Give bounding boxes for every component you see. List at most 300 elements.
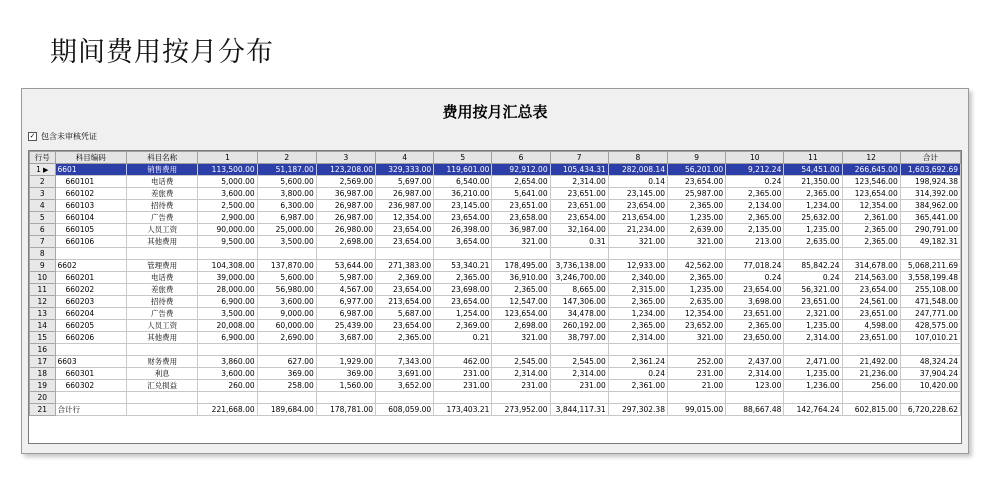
month-value-cell[interactable] — [434, 344, 492, 356]
month-value-cell[interactable]: 602,815.00 — [842, 404, 900, 416]
month-value-cell[interactable]: 53,340.21 — [434, 260, 492, 272]
account-name-cell[interactable]: 广告费 — [126, 212, 197, 224]
month-value-cell[interactable]: 1,929.00 — [316, 356, 375, 368]
month-value-cell[interactable]: 1,560.00 — [316, 380, 375, 392]
month-value-cell[interactable]: 23,651.00 — [784, 296, 842, 308]
month-value-cell[interactable]: 23,651.00 — [726, 308, 784, 320]
table-row[interactable] — [30, 224, 961, 236]
month-value-cell[interactable]: 2,545.00 — [550, 356, 608, 368]
month-value-cell[interactable]: 23,654.00 — [376, 284, 434, 296]
column-header[interactable]: 9 — [667, 152, 725, 164]
total-cell[interactable]: 198,924.38 — [900, 176, 960, 188]
month-value-cell[interactable]: 0.24 — [608, 368, 667, 380]
column-header[interactable]: 8 — [608, 152, 667, 164]
month-value-cell[interactable]: 2,365.00 — [726, 212, 784, 224]
month-value-cell[interactable]: 5,697.00 — [376, 176, 434, 188]
table-row[interactable] — [30, 236, 961, 248]
month-value-cell[interactable]: 105,434.31 — [550, 164, 608, 176]
month-value-cell[interactable]: 3,600.00 — [198, 188, 257, 200]
month-value-cell[interactable]: 38,797.00 — [550, 332, 608, 344]
month-value-cell[interactable]: 20,008.00 — [198, 320, 257, 332]
account-name-cell[interactable]: 利息 — [126, 368, 197, 380]
month-value-cell[interactable]: 256.00 — [842, 380, 900, 392]
month-value-cell[interactable]: 2,361.00 — [842, 212, 900, 224]
month-value-cell[interactable]: 236,987.00 — [376, 200, 434, 212]
table-row[interactable] — [30, 284, 961, 296]
account-code-cell[interactable]: 6603 — [55, 356, 126, 368]
month-value-cell[interactable]: 178,781.00 — [316, 404, 375, 416]
month-value-cell[interactable] — [550, 248, 608, 260]
month-value-cell[interactable]: 77,018.24 — [726, 260, 784, 272]
month-value-cell[interactable]: 23,651.00 — [842, 332, 900, 344]
account-code-cell[interactable]: 660206 — [55, 332, 126, 344]
month-value-cell[interactable]: 321.00 — [608, 236, 667, 248]
column-header[interactable]: 科目名称 — [126, 152, 197, 164]
month-value-cell[interactable]: 26,398.00 — [434, 224, 492, 236]
account-name-cell[interactable]: 广告费 — [126, 308, 197, 320]
month-value-cell[interactable]: 23,654.00 — [434, 212, 492, 224]
month-value-cell[interactable]: 2,369.00 — [434, 320, 492, 332]
account-code-cell[interactable]: 660104 — [55, 212, 126, 224]
month-value-cell[interactable]: 271,383.00 — [376, 260, 434, 272]
month-value-cell[interactable]: 3,652.00 — [376, 380, 434, 392]
month-value-cell[interactable]: 369.00 — [316, 368, 375, 380]
month-value-cell[interactable]: 2,365.00 — [667, 200, 725, 212]
month-value-cell[interactable] — [316, 392, 375, 404]
month-value-cell[interactable]: 2,361.00 — [608, 380, 667, 392]
month-value-cell[interactable]: 1,235.00 — [784, 320, 842, 332]
month-value-cell[interactable]: 608,059.00 — [376, 404, 434, 416]
month-value-cell[interactable]: 39,000.00 — [198, 272, 257, 284]
month-value-cell[interactable]: 2,500.00 — [198, 200, 257, 212]
month-value-cell[interactable]: 260.00 — [198, 380, 257, 392]
month-value-cell[interactable]: 26,987.00 — [316, 200, 375, 212]
total-cell[interactable]: 471,548.00 — [900, 296, 960, 308]
month-value-cell[interactable]: 6,977.00 — [316, 296, 375, 308]
total-cell[interactable]: 49,182.31 — [900, 236, 960, 248]
month-value-cell[interactable]: 3,500.00 — [198, 308, 257, 320]
month-value-cell[interactable]: 2,361.24 — [608, 356, 667, 368]
month-value-cell[interactable]: 213,654.00 — [608, 212, 667, 224]
month-value-cell[interactable]: 3,860.00 — [198, 356, 257, 368]
account-name-cell[interactable] — [126, 392, 197, 404]
total-cell[interactable]: 290,791.00 — [900, 224, 960, 236]
month-value-cell[interactable]: 21,492.00 — [842, 356, 900, 368]
column-header[interactable]: 5 — [434, 152, 492, 164]
account-code-cell[interactable]: 合计行 — [55, 404, 126, 416]
month-value-cell[interactable]: 0.24 — [784, 272, 842, 284]
month-value-cell[interactable]: 2,314.00 — [726, 368, 784, 380]
month-value-cell[interactable]: 2,365.00 — [376, 332, 434, 344]
table-row[interactable] — [30, 404, 961, 416]
month-value-cell[interactable]: 3,500.00 — [257, 236, 316, 248]
month-value-cell[interactable]: 0.24 — [726, 272, 784, 284]
month-value-cell[interactable]: 2,314.00 — [550, 176, 608, 188]
month-value-cell[interactable]: 2,365.00 — [492, 284, 550, 296]
table-row[interactable] — [30, 332, 961, 344]
month-value-cell[interactable] — [842, 344, 900, 356]
month-value-cell[interactable]: 5,687.00 — [376, 308, 434, 320]
table-row[interactable] — [30, 188, 961, 200]
account-code-cell[interactable]: 660302 — [55, 380, 126, 392]
month-value-cell[interactable]: 23,654.00 — [842, 284, 900, 296]
month-value-cell[interactable]: 221,668.00 — [198, 404, 257, 416]
month-value-cell[interactable]: 5,987.00 — [316, 272, 375, 284]
column-header[interactable]: 合计 — [900, 152, 960, 164]
month-value-cell[interactable]: 2,471.00 — [784, 356, 842, 368]
month-value-cell[interactable]: 231.00 — [492, 380, 550, 392]
month-value-cell[interactable]: 2,365.00 — [726, 320, 784, 332]
account-name-cell[interactable]: 其他费用 — [126, 332, 197, 344]
month-value-cell[interactable]: 627.00 — [257, 356, 316, 368]
month-value-cell[interactable]: 462.00 — [434, 356, 492, 368]
month-value-cell[interactable] — [492, 344, 550, 356]
month-value-cell[interactable]: 2,365.00 — [608, 296, 667, 308]
month-value-cell[interactable]: 6,300.00 — [257, 200, 316, 212]
account-name-cell[interactable]: 招待费 — [126, 296, 197, 308]
month-value-cell[interactable]: 214,563.00 — [842, 272, 900, 284]
month-value-cell[interactable]: 3,736,138.00 — [550, 260, 608, 272]
month-value-cell[interactable]: 3,246,700.00 — [550, 272, 608, 284]
month-value-cell[interactable]: 90,000.00 — [198, 224, 257, 236]
total-cell[interactable]: 6,720,228.62 — [900, 404, 960, 416]
account-code-cell[interactable]: 660203 — [55, 296, 126, 308]
month-value-cell[interactable]: 2,365.00 — [608, 320, 667, 332]
account-code-cell[interactable]: 660102 — [55, 188, 126, 200]
month-value-cell[interactable]: 123,654.00 — [842, 188, 900, 200]
total-cell[interactable]: 314,392.00 — [900, 188, 960, 200]
month-value-cell[interactable]: 23,654.00 — [376, 320, 434, 332]
month-value-cell[interactable]: 23,652.00 — [667, 320, 725, 332]
month-value-cell[interactable]: 21,236.00 — [842, 368, 900, 380]
month-value-cell[interactable]: 189,684.00 — [257, 404, 316, 416]
month-value-cell[interactable] — [550, 392, 608, 404]
month-value-cell[interactable] — [784, 344, 842, 356]
account-code-cell[interactable]: 6602 — [55, 260, 126, 272]
month-value-cell[interactable]: 2,690.00 — [257, 332, 316, 344]
month-value-cell[interactable]: 2,340.00 — [608, 272, 667, 284]
month-value-cell[interactable] — [608, 392, 667, 404]
month-value-cell[interactable] — [667, 344, 725, 356]
month-value-cell[interactable]: 24,561.00 — [842, 296, 900, 308]
month-value-cell[interactable]: 6,900.00 — [198, 332, 257, 344]
account-code-cell[interactable]: 660202 — [55, 284, 126, 296]
month-value-cell[interactable] — [434, 392, 492, 404]
month-value-cell[interactable]: 5,000.00 — [198, 176, 257, 188]
month-value-cell[interactable] — [316, 344, 375, 356]
table-row[interactable] — [30, 296, 961, 308]
month-value-cell[interactable]: 1,235.00 — [667, 212, 725, 224]
month-value-cell[interactable]: 123,546.00 — [842, 176, 900, 188]
month-value-cell[interactable]: 3,600.00 — [257, 296, 316, 308]
account-name-cell[interactable]: 销售费用 — [126, 164, 197, 176]
month-value-cell[interactable]: 92,912.00 — [492, 164, 550, 176]
month-value-cell[interactable]: 2,134.00 — [726, 200, 784, 212]
column-header[interactable]: 4 — [376, 152, 434, 164]
month-value-cell[interactable]: 3,800.00 — [257, 188, 316, 200]
month-value-cell[interactable]: 26,980.00 — [316, 224, 375, 236]
account-name-cell[interactable] — [126, 404, 197, 416]
month-value-cell[interactable]: 2,698.00 — [316, 236, 375, 248]
account-name-cell[interactable]: 财务费用 — [126, 356, 197, 368]
month-value-cell[interactable] — [198, 344, 257, 356]
month-value-cell[interactable]: 25,987.00 — [667, 188, 725, 200]
total-cell[interactable]: 10,420.00 — [900, 380, 960, 392]
month-value-cell[interactable]: 173,403.21 — [434, 404, 492, 416]
month-value-cell[interactable]: 2,314.00 — [492, 368, 550, 380]
total-cell[interactable]: 365,441.00 — [900, 212, 960, 224]
month-value-cell[interactable] — [492, 392, 550, 404]
month-value-cell[interactable] — [608, 344, 667, 356]
month-value-cell[interactable] — [726, 392, 784, 404]
month-value-cell[interactable]: 113,500.00 — [198, 164, 257, 176]
month-value-cell[interactable]: 56,980.00 — [257, 284, 316, 296]
account-code-cell[interactable] — [55, 248, 126, 260]
month-value-cell[interactable]: 2,365.00 — [842, 224, 900, 236]
total-cell[interactable]: 255,108.00 — [900, 284, 960, 296]
month-value-cell[interactable]: 213.00 — [726, 236, 784, 248]
month-value-cell[interactable]: 6,900.00 — [198, 296, 257, 308]
month-value-cell[interactable]: 12,354.00 — [667, 308, 725, 320]
table-row[interactable] — [30, 248, 961, 260]
month-value-cell[interactable] — [726, 248, 784, 260]
month-value-cell[interactable]: 3,600.00 — [198, 368, 257, 380]
month-value-cell[interactable]: 26,987.00 — [376, 188, 434, 200]
table-row[interactable] — [30, 368, 961, 380]
column-header[interactable]: 10 — [726, 152, 784, 164]
account-name-cell[interactable] — [126, 248, 197, 260]
month-value-cell[interactable]: 0.21 — [434, 332, 492, 344]
column-header[interactable]: 7 — [550, 152, 608, 164]
month-value-cell[interactable]: 7,343.00 — [376, 356, 434, 368]
account-name-cell[interactable]: 汇兑损益 — [126, 380, 197, 392]
month-value-cell[interactable] — [376, 392, 434, 404]
month-value-cell[interactable]: 231.00 — [434, 380, 492, 392]
account-name-cell[interactable]: 差旅费 — [126, 188, 197, 200]
month-value-cell[interactable]: 23,145.00 — [608, 188, 667, 200]
month-value-cell[interactable]: 23,651.00 — [550, 188, 608, 200]
month-value-cell[interactable]: 2,314.00 — [784, 332, 842, 344]
month-value-cell[interactable]: 23,654.00 — [376, 224, 434, 236]
checkbox-check-icon[interactable]: ✓ — [29, 132, 36, 140]
month-value-cell[interactable]: 2,545.00 — [492, 356, 550, 368]
account-name-cell[interactable]: 招待费 — [126, 200, 197, 212]
include-unaudited-checkbox[interactable] — [28, 131, 97, 142]
month-value-cell[interactable]: 282,008.14 — [608, 164, 667, 176]
total-cell[interactable]: 384,962.00 — [900, 200, 960, 212]
account-name-cell[interactable] — [126, 344, 197, 356]
month-value-cell[interactable]: 42,562.00 — [667, 260, 725, 272]
month-value-cell[interactable]: 4,598.00 — [842, 320, 900, 332]
month-value-cell[interactable]: 21,234.00 — [608, 224, 667, 236]
month-value-cell[interactable]: 2,365.00 — [784, 188, 842, 200]
month-value-cell[interactable]: 23,658.00 — [492, 212, 550, 224]
column-header[interactable]: 行号 — [30, 152, 56, 164]
month-value-cell[interactable]: 9,500.00 — [198, 236, 257, 248]
month-value-cell[interactable]: 123.00 — [726, 380, 784, 392]
account-name-cell[interactable]: 其他费用 — [126, 236, 197, 248]
month-value-cell[interactable]: 2,365.00 — [726, 188, 784, 200]
month-value-cell[interactable]: 314,678.00 — [842, 260, 900, 272]
table-row[interactable] — [30, 260, 961, 272]
month-value-cell[interactable]: 9,000.00 — [257, 308, 316, 320]
month-value-cell[interactable]: 23,651.00 — [550, 200, 608, 212]
account-name-cell[interactable]: 电话费 — [126, 176, 197, 188]
month-value-cell[interactable]: 28,000.00 — [198, 284, 257, 296]
month-value-cell[interactable]: 2,365.00 — [842, 236, 900, 248]
month-value-cell[interactable]: 88,667.48 — [726, 404, 784, 416]
month-value-cell[interactable]: 36,910.00 — [492, 272, 550, 284]
table-row[interactable] — [30, 200, 961, 212]
month-value-cell[interactable]: 1,236.00 — [784, 380, 842, 392]
month-value-cell[interactable] — [608, 248, 667, 260]
account-name-cell[interactable]: 电话费 — [126, 272, 197, 284]
month-value-cell[interactable] — [784, 392, 842, 404]
month-value-cell[interactable]: 23,650.00 — [726, 332, 784, 344]
month-value-cell[interactable] — [842, 248, 900, 260]
month-value-cell[interactable]: 23,145.00 — [434, 200, 492, 212]
table-row[interactable] — [30, 272, 961, 284]
month-value-cell[interactable] — [784, 248, 842, 260]
total-cell[interactable]: 428,575.00 — [900, 320, 960, 332]
month-value-cell[interactable]: 2,315.00 — [608, 284, 667, 296]
total-cell[interactable] — [900, 392, 960, 404]
month-value-cell[interactable]: 23,654.00 — [608, 200, 667, 212]
total-cell[interactable]: 5,068,211.69 — [900, 260, 960, 272]
month-value-cell[interactable]: 252.00 — [667, 356, 725, 368]
account-code-cell[interactable]: 660201 — [55, 272, 126, 284]
month-value-cell[interactable]: 231.00 — [550, 380, 608, 392]
month-value-cell[interactable]: 329,333.00 — [376, 164, 434, 176]
account-name-cell[interactable]: 人员工资 — [126, 320, 197, 332]
month-value-cell[interactable]: 231.00 — [434, 368, 492, 380]
month-value-cell[interactable]: 0.14 — [608, 176, 667, 188]
account-name-cell[interactable]: 差旅费 — [126, 284, 197, 296]
month-value-cell[interactable]: 2,654.00 — [492, 176, 550, 188]
month-value-cell[interactable]: 6,987.00 — [257, 212, 316, 224]
account-code-cell[interactable] — [55, 344, 126, 356]
month-value-cell[interactable]: 137,870.00 — [257, 260, 316, 272]
month-value-cell[interactable]: 2,365.00 — [434, 272, 492, 284]
month-value-cell[interactable]: 273,952.00 — [492, 404, 550, 416]
month-value-cell[interactable]: 2,635.00 — [667, 296, 725, 308]
month-value-cell[interactable]: 12,933.00 — [608, 260, 667, 272]
column-header[interactable]: 12 — [842, 152, 900, 164]
month-value-cell[interactable]: 5,641.00 — [492, 188, 550, 200]
month-value-cell[interactable]: 23,654.00 — [726, 284, 784, 296]
month-value-cell[interactable]: 3,691.00 — [376, 368, 434, 380]
month-value-cell[interactable]: 25,439.00 — [316, 320, 375, 332]
month-value-cell[interactable]: 3,654.00 — [434, 236, 492, 248]
table-row[interactable] — [30, 392, 961, 404]
month-value-cell[interactable]: 2,569.00 — [316, 176, 375, 188]
table-row[interactable] — [30, 320, 961, 332]
account-code-cell[interactable]: 660101 — [55, 176, 126, 188]
column-header[interactable]: 6 — [492, 152, 550, 164]
month-value-cell[interactable]: 36,987.00 — [492, 224, 550, 236]
month-value-cell[interactable]: 12,354.00 — [376, 212, 434, 224]
month-value-cell[interactable] — [316, 248, 375, 260]
month-value-cell[interactable]: 266,645.00 — [842, 164, 900, 176]
total-cell[interactable]: 1,603,692.69 — [900, 164, 960, 176]
month-value-cell[interactable]: 1,254.00 — [434, 308, 492, 320]
month-value-cell[interactable]: 53,644.00 — [316, 260, 375, 272]
account-code-cell[interactable]: 660105 — [55, 224, 126, 236]
column-header[interactable]: 3 — [316, 152, 375, 164]
month-value-cell[interactable]: 321.00 — [667, 236, 725, 248]
account-name-cell[interactable]: 人员工资 — [126, 224, 197, 236]
month-value-cell[interactable]: 12,354.00 — [842, 200, 900, 212]
month-value-cell[interactable]: 2,900.00 — [198, 212, 257, 224]
month-value-cell[interactable] — [376, 344, 434, 356]
month-value-cell[interactable]: 1,235.00 — [667, 284, 725, 296]
month-value-cell[interactable]: 23,654.00 — [376, 236, 434, 248]
column-header[interactable]: 11 — [784, 152, 842, 164]
month-value-cell[interactable]: 369.00 — [257, 368, 316, 380]
month-value-cell[interactable]: 1,234.00 — [784, 200, 842, 212]
account-code-cell[interactable]: 6601 — [55, 164, 126, 176]
month-value-cell[interactable]: 2,321.00 — [784, 308, 842, 320]
month-value-cell[interactable]: 2,314.00 — [608, 332, 667, 344]
month-value-cell[interactable]: 85,842.24 — [784, 260, 842, 272]
month-value-cell[interactable]: 231.00 — [667, 368, 725, 380]
month-value-cell[interactable] — [492, 248, 550, 260]
table-row[interactable] — [30, 212, 961, 224]
month-value-cell[interactable]: 2,135.00 — [726, 224, 784, 236]
month-value-cell[interactable]: 21.00 — [667, 380, 725, 392]
month-value-cell[interactable]: 1,235.00 — [784, 368, 842, 380]
month-value-cell[interactable]: 260,192.00 — [550, 320, 608, 332]
summary-grid[interactable] — [28, 150, 962, 444]
total-cell[interactable]: 247,771.00 — [900, 308, 960, 320]
column-header[interactable]: 1 — [198, 152, 257, 164]
month-value-cell[interactable]: 23,654.00 — [667, 176, 725, 188]
month-value-cell[interactable]: 2,314.00 — [550, 368, 608, 380]
month-value-cell[interactable]: 25,632.00 — [784, 212, 842, 224]
month-value-cell[interactable]: 1,235.00 — [784, 224, 842, 236]
month-value-cell[interactable] — [257, 344, 316, 356]
account-code-cell[interactable]: 660205 — [55, 320, 126, 332]
month-value-cell[interactable]: 34,478.00 — [550, 308, 608, 320]
month-value-cell[interactable] — [726, 344, 784, 356]
month-value-cell[interactable]: 23,654.00 — [550, 212, 608, 224]
table-row[interactable] — [30, 380, 961, 392]
month-value-cell[interactable]: 3,698.00 — [726, 296, 784, 308]
column-header[interactable]: 科目编码 — [55, 152, 126, 164]
month-value-cell[interactable]: 26,987.00 — [316, 212, 375, 224]
total-cell[interactable] — [900, 248, 960, 260]
month-value-cell[interactable]: 321.00 — [667, 332, 725, 344]
month-value-cell[interactable]: 321.00 — [492, 332, 550, 344]
table-row[interactable] — [30, 176, 961, 188]
month-value-cell[interactable]: 2,369.00 — [376, 272, 434, 284]
month-value-cell[interactable]: 6,540.00 — [434, 176, 492, 188]
month-value-cell[interactable]: 56,201.00 — [667, 164, 725, 176]
month-value-cell[interactable]: 99,015.00 — [667, 404, 725, 416]
month-value-cell[interactable]: 147,306.00 — [550, 296, 608, 308]
month-value-cell[interactable] — [198, 392, 257, 404]
month-value-cell[interactable] — [376, 248, 434, 260]
month-value-cell[interactable]: 5,600.00 — [257, 272, 316, 284]
month-value-cell[interactable]: 25,000.00 — [257, 224, 316, 236]
month-value-cell[interactable]: 321.00 — [492, 236, 550, 248]
month-value-cell[interactable] — [667, 248, 725, 260]
column-header[interactable]: 2 — [257, 152, 316, 164]
month-value-cell[interactable] — [257, 248, 316, 260]
month-value-cell[interactable]: 2,365.00 — [667, 272, 725, 284]
month-value-cell[interactable]: 3,844,117.31 — [550, 404, 608, 416]
month-value-cell[interactable]: 2,639.00 — [667, 224, 725, 236]
